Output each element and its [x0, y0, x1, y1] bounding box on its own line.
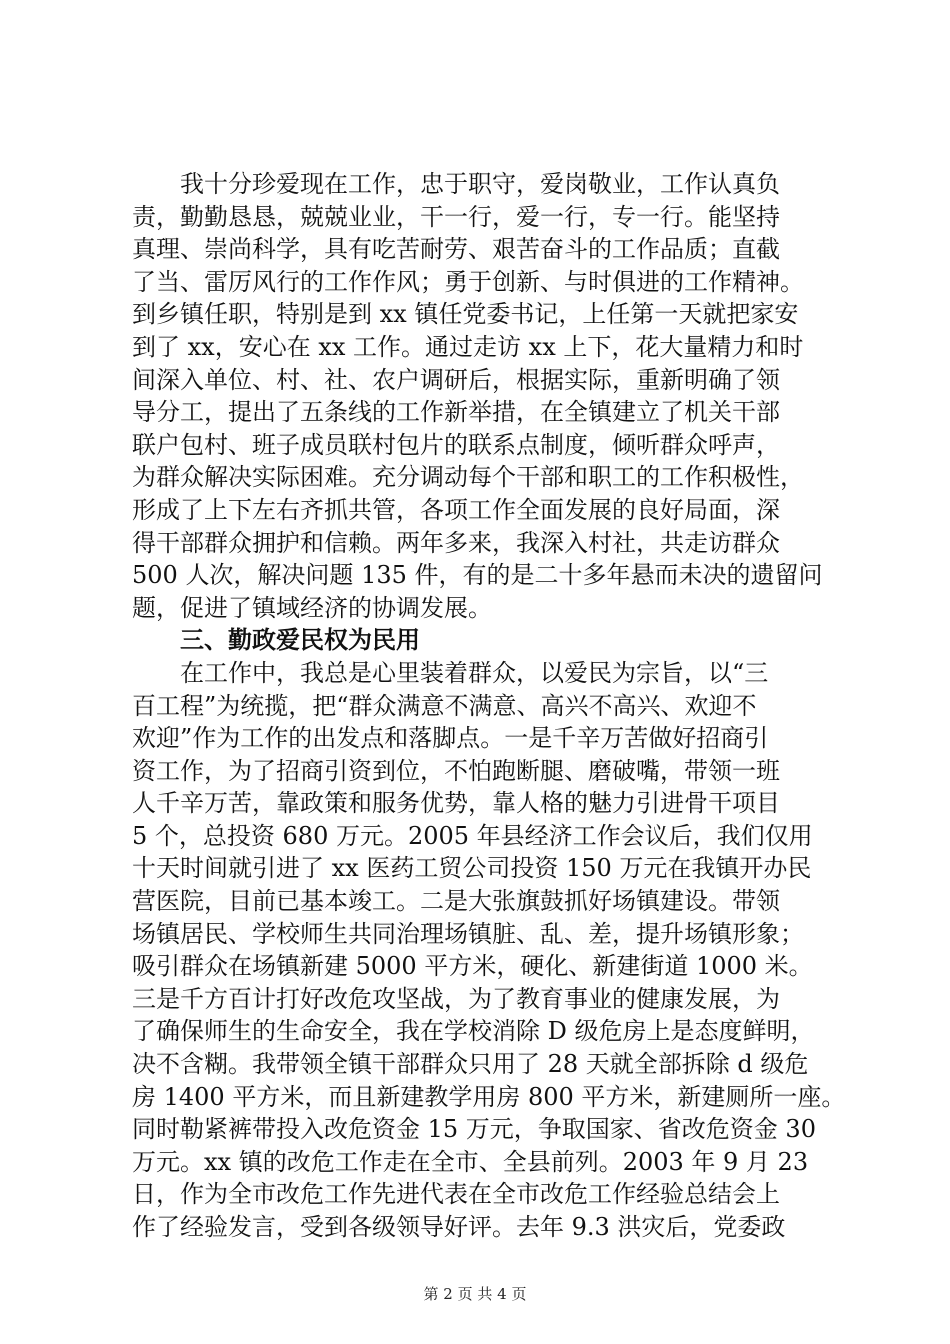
paragraph-line: 责，勤勤恳恳，兢兢业业，干一行，爱一行，专一行。能坚持: [132, 202, 780, 231]
paragraph-line: 欢迎”作为工作的出发点和落脚点。一是千辛万苦做好招商引: [132, 724, 769, 753]
paragraph-line: 形成了上下左右齐抓共管，各项工作全面发展的良好局面，深: [132, 495, 780, 524]
paragraph-line: 为群众解决实际困难。充分调动每个干部和职工的工作积极性，: [132, 463, 804, 492]
paragraph-line: 万元。xx 镇的改危工作走在全市、全县前列。2003 年 9 月 23: [132, 1147, 809, 1176]
paragraph-line: 吸引群众在场镇新建 5000 平方米，硬化、新建街道 1000 米。: [132, 952, 813, 981]
page-number-footer: 第 2 页 共 4 页: [423, 1285, 527, 1303]
paragraph-line: 在工作中，我总是心里装着群众，以爱民为宗旨，以“三: [180, 658, 769, 687]
paragraph-line: 作了经验发言，受到各级领导好评。去年 9.3 洪灾后，党委政: [132, 1213, 786, 1241]
paragraph-line: 联户包村、班子成员联村包片的联系点制度，倾听群众呼声，: [132, 430, 780, 459]
paragraph-line: 营医院，目前已基本竣工。二是大张旗鼓抓好场镇建设。带领: [132, 887, 780, 916]
paragraph-line: 十天时间就引进了 xx 医药工贸公司投资 150 万元在我镇开办民: [132, 854, 812, 883]
paragraph-line: 资工作，为了招商引资到位，不怕跑断腿、磨破嘴，带领一班: [132, 756, 780, 785]
paragraph-line: 到乡镇任职，特别是到 xx 镇任党委书记，上任第一天就把家安: [132, 300, 799, 329]
paragraph-line: 房 1400 平方米，而且新建教学用房 800 平方米，新建厕所一座。: [132, 1082, 846, 1111]
paragraph-line: 导分工，提出了五条线的工作新举措，在全镇建立了机关干部: [132, 398, 780, 427]
paragraph-line: 日，作为全市改危工作先进代表在全市改危工作经验总结会上: [132, 1180, 780, 1209]
paragraph-line: 人千辛万苦，靠政策和服务优势，靠人格的魅力引进骨干项目: [132, 789, 780, 818]
paragraph-line: 决不含糊。我带领全镇干部群众只用了 28 天就全部拆除 d 级危: [132, 1050, 809, 1079]
document-body: [132, 168, 858, 1244]
paragraph-line: 真理、崇尚科学，具有吃苦耐劳、艰苦奋斗的工作品质；直截: [132, 235, 780, 264]
paragraph-line: 到了 xx，安心在 xx 工作。通过走访 xx 上下，花大量精力和时: [132, 332, 804, 361]
paragraph-line: 我十分珍爱现在工作，忠于职守，爱岗敬业，工作认真负: [180, 170, 780, 198]
paragraph-line: 500 人次，解决问题 135 件，有的是二十多年悬而未决的遗留问: [132, 561, 823, 590]
paragraph-line: 了当、雷厉风行的工作作风；勇于创新、与时俱进的工作精神。: [132, 267, 804, 296]
paragraph-line: 题，促进了镇域经济的协调发展。: [132, 593, 492, 622]
paragraph-line: 得干部群众拥护和信赖。两年多来，我深入村社，共走访群众: [132, 528, 780, 557]
paragraph-line: 百工程”为统揽，把“群众满意不满意、高兴不高兴、欢迎不: [132, 691, 757, 720]
paragraph-line: 5 个，总投资 680 万元。2005 年县经济工作会议后，我们仅用: [132, 821, 813, 850]
section-heading: 三、勤政爱民权为民用: [180, 626, 420, 655]
paragraph-line: 同时勒紧裤带投入改危资金 15 万元，争取国家、省改危资金 30: [132, 1115, 816, 1144]
paragraph-line: 三是千方百计打好改危攻坚战，为了教育事业的健康发展，为: [132, 984, 780, 1013]
paragraph-line: 了确保师生的生命安全，我在学校消除 D 级危房上是态度鲜明，: [132, 1017, 815, 1046]
paragraph-line: 间深入单位、村、社、农户调研后，根据实际，重新明确了领: [132, 365, 780, 394]
paragraph-line: 场镇居民、学校师生共同治理场镇脏、乱、差，提升场镇形象；: [132, 919, 804, 948]
